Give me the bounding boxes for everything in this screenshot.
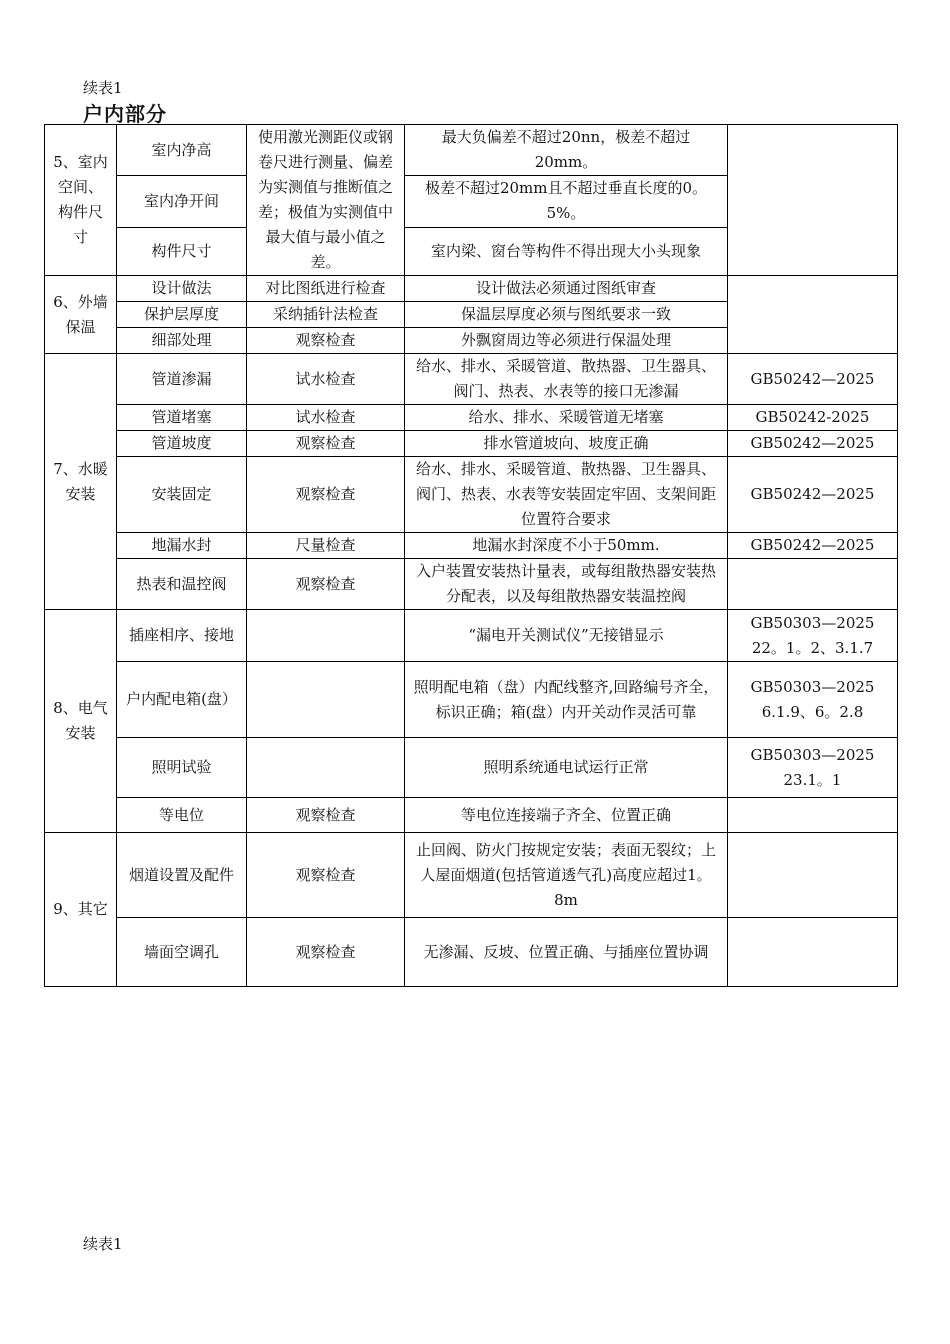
standard-cell	[728, 610, 898, 662]
standard-line: GB50303—2025	[750, 677, 875, 696]
requirement-cell: 照明配电箱（盘）内配线整齐,回路编号齐全，标识正确；箱(盘）内开关动作灵活可靠	[405, 662, 728, 738]
method-cell: 观察检查	[247, 431, 405, 457]
standard-cell: GB50242—2025	[728, 533, 898, 559]
method-cell: 观察检查	[247, 457, 405, 533]
item-cell: 照明试验	[117, 738, 247, 798]
requirement-cell: 外飘窗周边等必须进行保温处理	[405, 328, 728, 354]
group-label: 8、电气安装	[45, 610, 117, 833]
requirement-cell: 地漏水封深度不小于50mm.	[405, 533, 728, 559]
requirement-cell: 给水、排水、采暖管道无堵塞	[405, 405, 728, 431]
table-row	[45, 833, 898, 918]
method-cell: 尺量检查	[247, 533, 405, 559]
item-cell: 管道坡度	[117, 431, 247, 457]
table-row	[45, 662, 898, 738]
group-label: 6、外墙保温	[45, 276, 117, 354]
item-cell: 等电位	[117, 798, 247, 833]
requirement-cell: 给水、排水、采暖管道、散热器、卫生器具、阀门、热表、水表等安装固定牢固、支架间距位置符合要求	[405, 457, 728, 533]
item-cell: 墙面空调孔	[117, 918, 247, 987]
item-cell: 管道堵塞	[117, 405, 247, 431]
standard-cell	[728, 798, 898, 833]
method-cell: 试水检查	[247, 405, 405, 431]
standard-cell	[728, 918, 898, 987]
group-label: 7、水暖安装	[45, 354, 117, 610]
method-cell: 观察检查	[247, 798, 405, 833]
standard-cell	[728, 662, 898, 738]
group-label: 9、其它	[45, 833, 117, 987]
requirement-cell: 设计做法必须通过图纸审查	[405, 276, 728, 302]
requirement-cell: 室内梁、窗台等构件不得出现大小头现象	[405, 227, 728, 275]
item-cell: 室内净开间	[117, 176, 247, 227]
table-row	[45, 354, 898, 405]
standard-cell	[728, 276, 898, 354]
requirement-cell: “漏电开关测试仪”无接错显示	[405, 610, 728, 662]
standard-line: 23.1。1	[783, 770, 842, 789]
table-row	[45, 431, 898, 457]
standard-line: 6.1.9、6。2.8	[761, 702, 864, 721]
table-row	[45, 738, 898, 798]
method-cell: 观察检查	[247, 328, 405, 354]
inspection-table	[44, 124, 898, 987]
continued-label-top: 续表1	[83, 79, 123, 97]
table-row	[45, 276, 898, 302]
standard-cell: GB50242—2025	[728, 457, 898, 533]
section-title: 户内部分	[83, 102, 167, 126]
item-cell: 室内净高	[117, 125, 247, 176]
standard-cell: GB50242—2025	[728, 431, 898, 457]
method-cell: 观察检查	[247, 918, 405, 987]
method-cell	[247, 610, 405, 662]
standard-line: GB50303—2025	[750, 745, 875, 764]
item-cell: 插座相序、接地	[117, 610, 247, 662]
standard-line: GB50303—2025	[750, 613, 875, 632]
table-row	[45, 457, 898, 533]
requirement-cell: 排水管道坡向、坡度正确	[405, 431, 728, 457]
method-cell: 使用激光测距仪或钢卷尺进行测量、偏差为实测值与推断值之差；极值为实测值中最大值与最小值之差。	[247, 125, 405, 276]
method-cell: 观察检查	[247, 833, 405, 918]
table-row	[45, 405, 898, 431]
standard-cell: GB50242—2025	[728, 354, 898, 405]
requirement-cell: 止回阀、防火门按规定安装；表面无裂纹；上人屋面烟道(包括管道透气孔)高度应超过1。8m	[405, 833, 728, 918]
standard-cell	[728, 833, 898, 918]
requirement-cell: 等电位连接端子齐全、位置正确	[405, 798, 728, 833]
table-row	[45, 533, 898, 559]
item-cell: 细部处理	[117, 328, 247, 354]
table-row	[45, 559, 898, 610]
requirement-cell: 照明系统通电试运行正常	[405, 738, 728, 798]
requirement-cell: 给水、排水、采暖管道、散热器、卫生器具、阀门、热表、水表等的接口无渗漏	[405, 354, 728, 405]
item-cell: 安装固定	[117, 457, 247, 533]
method-cell: 观察检查	[247, 559, 405, 610]
item-cell: 构件尺寸	[117, 227, 247, 275]
item-cell: 设计做法	[117, 276, 247, 302]
standard-cell: GB50242-2025	[728, 405, 898, 431]
requirement-cell: 入户装置安装热计量表，或每组散热器安装热分配表，以及每组散热器安装温控阀	[405, 559, 728, 610]
method-cell: 对比图纸进行检查	[247, 276, 405, 302]
continued-label-bottom: 续表1	[83, 1235, 123, 1253]
requirement-cell: 无渗漏、反坡、位置正确、与插座位置协调	[405, 918, 728, 987]
requirement-cell: 保温层厚度必须与图纸要求一致	[405, 302, 728, 328]
table-row	[45, 798, 898, 833]
item-cell: 热表和温控阀	[117, 559, 247, 610]
standard-cell	[728, 738, 898, 798]
method-cell	[247, 662, 405, 738]
group-label: 5、室内空间、构件尺寸	[45, 125, 117, 276]
method-cell: 采纳插针法检查	[247, 302, 405, 328]
item-cell: 管道渗漏	[117, 354, 247, 405]
table-row	[45, 125, 898, 176]
table-row	[45, 610, 898, 662]
item-cell: 户内配电箱(盘）	[117, 662, 247, 738]
method-cell: 试水检查	[247, 354, 405, 405]
table-row	[45, 918, 898, 987]
item-cell: 保护层厚度	[117, 302, 247, 328]
item-cell: 烟道设置及配件	[117, 833, 247, 918]
standard-line: 22。1。2、3.1.7	[751, 638, 874, 657]
item-cell: 地漏水封	[117, 533, 247, 559]
requirement-cell: 最大负偏差不超过20nn，极差不超过20mm。	[405, 125, 728, 176]
standard-cell	[728, 125, 898, 276]
requirement-cell: 极差不超过20mm且不超过垂直长度的0。5%。	[405, 176, 728, 227]
method-cell	[247, 738, 405, 798]
standard-cell	[728, 559, 898, 610]
